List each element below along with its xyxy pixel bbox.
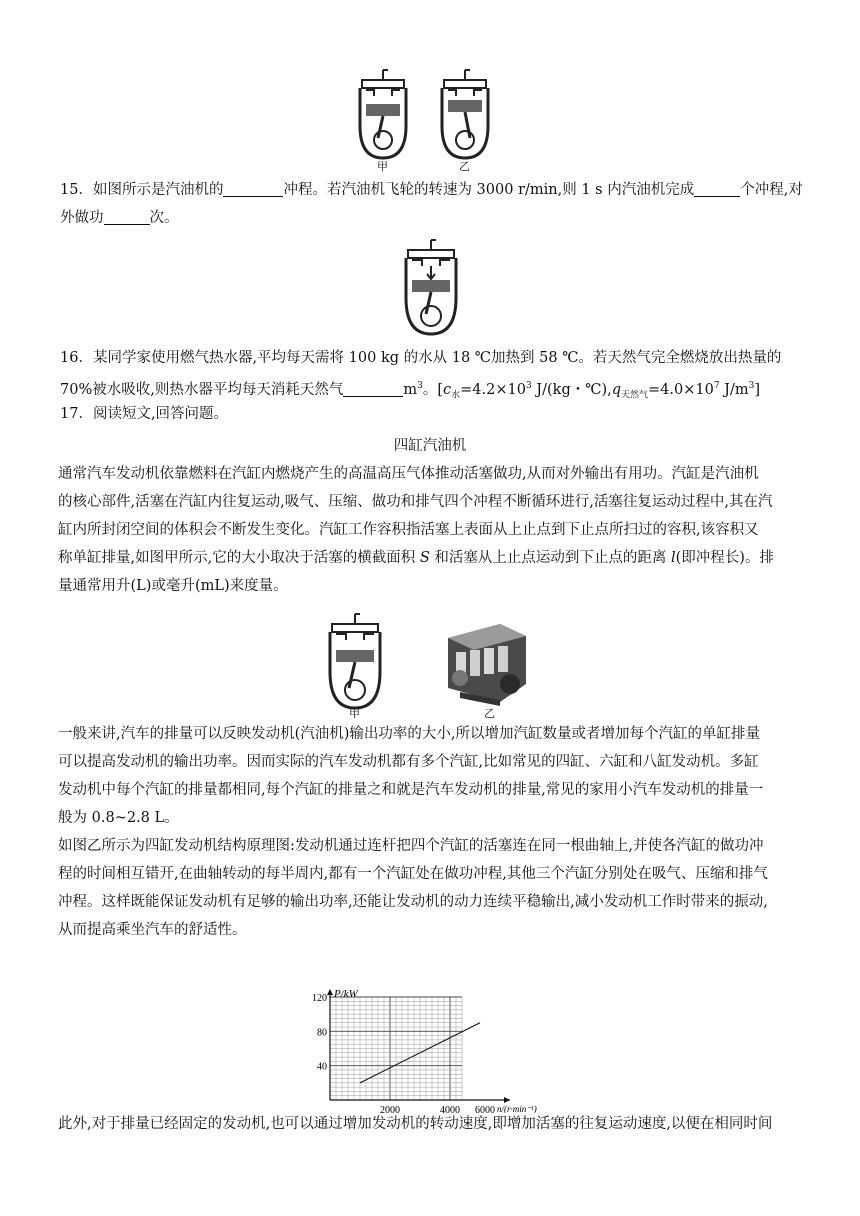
y-axis-arrow-icon	[327, 989, 333, 995]
answer-blank-16[interactable]	[343, 378, 403, 397]
engine-diagram-pair-top	[352, 66, 502, 174]
passage-title: 四缸汽油机	[393, 438, 467, 454]
question-15: 15．如图所示是汽油机的 冲程。若汽油机飞轮的转速为 3000 r/min,则 1 s 内汽油机完成 个冲程,对 外做功 次。	[60, 176, 805, 232]
power-speed-chart	[300, 985, 560, 1113]
engine-block-icon	[440, 618, 534, 710]
figure-label-jia: 甲	[377, 160, 388, 173]
x-tick-label: 6000	[475, 1105, 495, 1113]
x-tick-label: 4000	[440, 1105, 460, 1113]
question-16: 16．某同学家使用燃气热水器,平均每天需将 100 kg 的水从 18 ℃加热到 58 ℃。若天然气完全燃烧放出热量的 70%被水吸收,则热水器平均每天消耗天然气 $m^3$。[$c_水=4.2\times 10^3$ J/(kg・$℃),q_{天然气}=4.0\times 10^7$ $J/m^3$]	[60, 350, 782, 401]
y-tick-label: 40	[317, 1061, 327, 1073]
question-17-intro: 17．阅读短文,回答问题。	[60, 406, 229, 422]
y-tick-label: 80	[317, 1027, 327, 1039]
passage-paragraph-1: 通常汽车发动机依靠燃料在汽缸内燃烧产生的高温高压气体推动活塞做功,从而对外输出有用功。汽缸是汽油机 的核心部件,活塞在汽缸内往复运动,吸气、压缩、做功和排气四个冲程不断循环进行,活塞往复运动过程中,其在汽 缸内所封闭空间的体积会不断发生变化。汽缸工作容积指活塞上表面从上止点到下止点所扫过的容积,该容积又 称单缸排量,如图甲所示,它的大小取决于活塞的横截面积 S 和活塞从上止点运动到下止点的距离 l(即冲程长)。排 量通常用升(L)或毫升(mL)来度量。	[58, 466, 774, 594]
engine-diagram-q15	[398, 236, 464, 340]
passage-paragraph-4: 此外,对于排量已经固定的发动机,也可以通过增加发动机的转动速度,即增加活塞的往复运动速度,以便在相同时间	[58, 1116, 773, 1132]
engine-diagram-jia-icon	[360, 70, 406, 158]
chart-axes	[327, 989, 510, 1103]
passage-paragraph-3: 如图乙所示为四缸发动机结构原理图:发动机通过连杆把四个汽缸的活塞连在同一根曲轴上,并使各汽缸的做功冲 程的时间相互错开,在曲轴转动的每半周内,都有一个汽缸处在做功冲程,其他三个汽缸分别处在吸气、压缩和排气 冲程。这样既能保证发动机有足够的输出功率,还能让发动机的动力连续平稳输出,减小发动机工作时带来的振动, 从而提高乘坐汽车的舒适性。	[58, 838, 768, 938]
engine-stroke-icon	[406, 240, 456, 334]
chart-grid	[330, 997, 462, 1100]
passage-paragraph-2: 一般来讲,汽车的排量可以反映发动机(汽油机)输出功率的大小,所以增加汽缸数量或者增加每个汽缸的单缸排量 可以提高发动机的输出功率。因而实际的汽车发动机都有多个汽缸,比如常见的四缸、六缸和八缸发动机。多缸 发动机中每个汽缸的排量都相同,每个汽缸的排量之和就是汽车发动机的排量,常见的家用小汽车发动机的排量一 般为 0.8~2.8 L。	[58, 726, 764, 826]
answer-blank-15b[interactable]	[694, 178, 740, 197]
single-cylinder-icon	[330, 614, 380, 708]
chart-x-label: n/(r·min⁻¹)	[497, 1104, 537, 1113]
x-axis-arrow-icon	[504, 1097, 510, 1103]
y-tick-label: 120	[312, 993, 327, 1004]
four-cylinder-engine-photo	[440, 618, 534, 710]
chart-y-label: P/kW	[334, 988, 358, 1000]
figure-label-yi-q17: 乙	[484, 707, 495, 720]
answer-blank-15c[interactable]	[104, 206, 150, 225]
engine-diagram-yi-icon	[442, 70, 488, 158]
answer-blank-15a[interactable]	[223, 178, 283, 197]
figure-label-jia-q17: 甲	[349, 707, 360, 720]
engine-diagram-jia-q17	[322, 610, 388, 714]
x-tick-label: 2000	[380, 1105, 400, 1113]
figure-label-yi: 乙	[459, 160, 470, 173]
